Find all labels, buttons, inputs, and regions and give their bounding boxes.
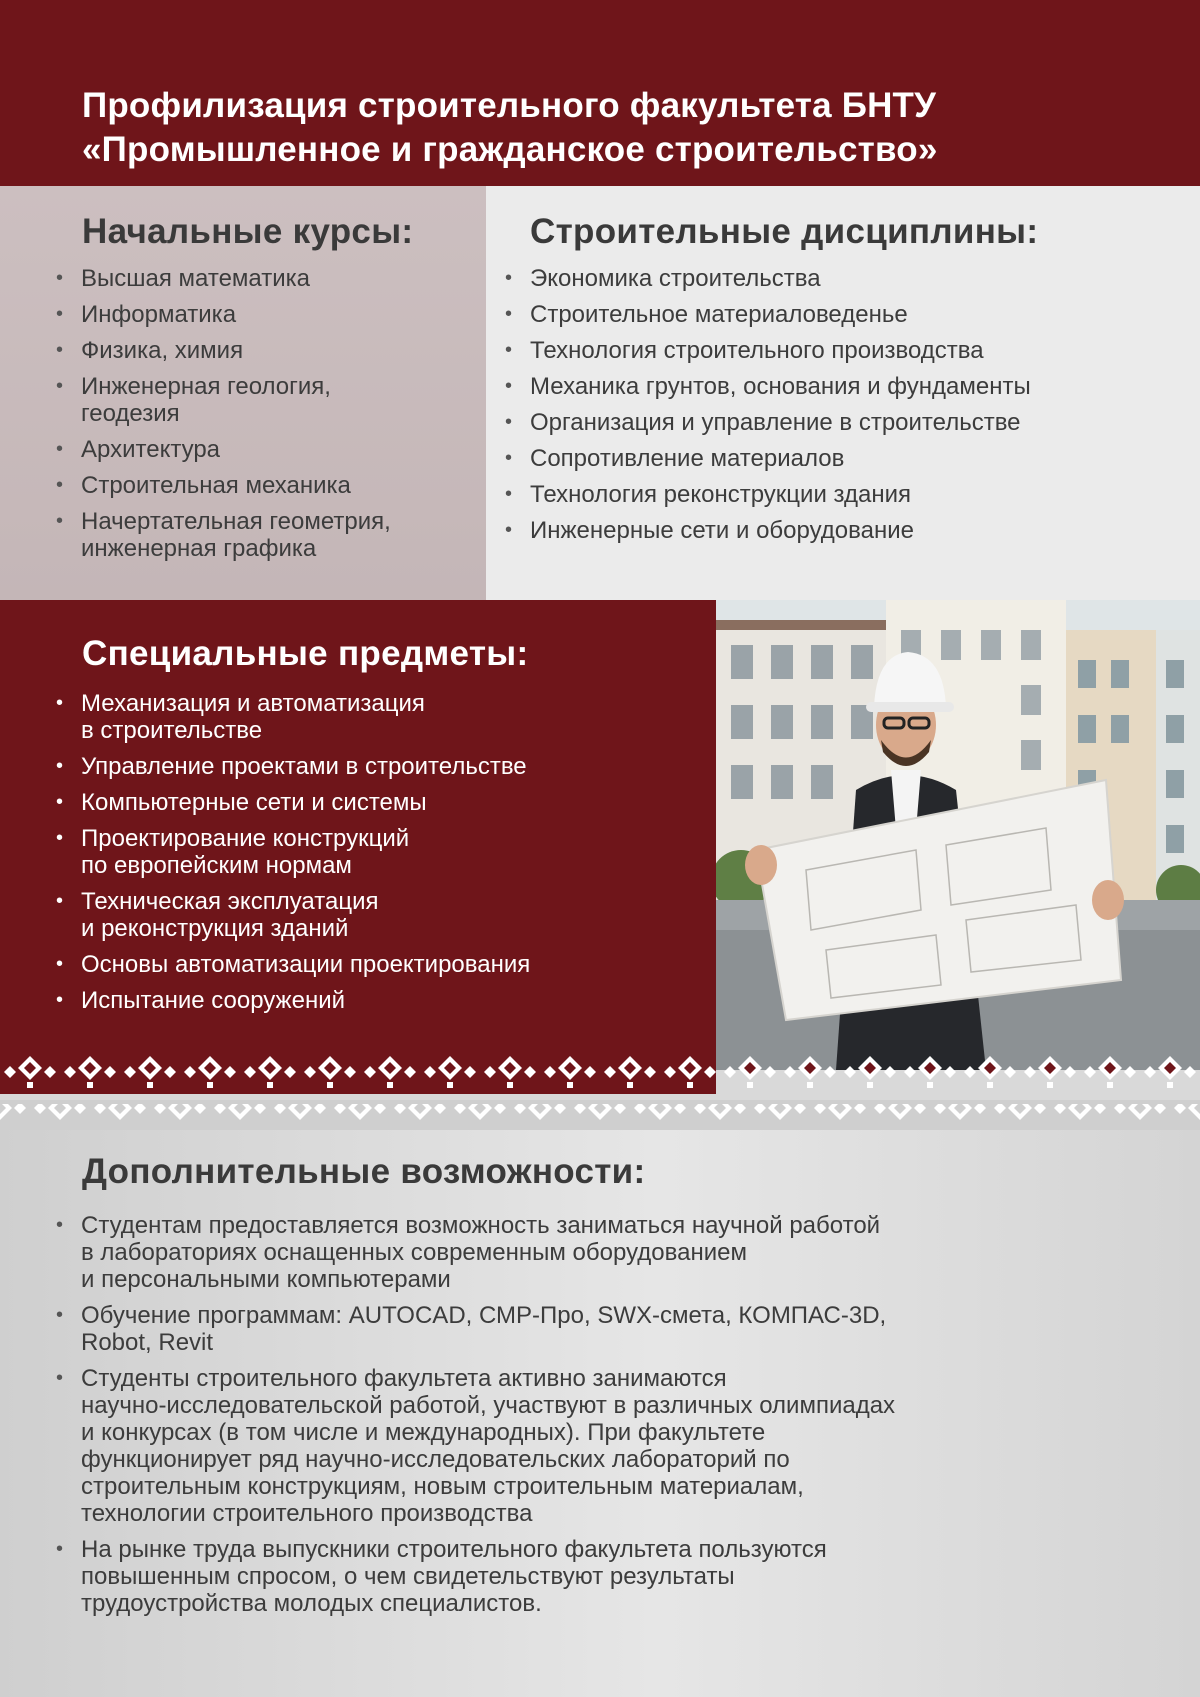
list-item: • Техническая эксплуатация и реконструкция зданий xyxy=(56,888,696,942)
list-item: • Организация и управление в строительстве xyxy=(505,409,1195,436)
list-item: • Экономика строительства xyxy=(505,265,1195,292)
list-item: • Основы автоматизации проектирования xyxy=(56,951,696,978)
list-item: • Инженерная геология, геодезия xyxy=(56,373,476,427)
page-title xyxy=(82,84,938,172)
list-item: • Студентам предоставляется возможность заниматься научной работой в лабораториях оснащенных современным оборудованием и персональными компьютерами xyxy=(56,1212,1176,1293)
list-item: • Строительное материаловеденье xyxy=(505,301,1195,328)
special-subjects-title: Специальные предметы: xyxy=(82,634,529,673)
engineer-illustration xyxy=(716,600,1200,1070)
list-item: • Управление проектами в строительстве xyxy=(56,753,696,780)
list-item: • Начертательная геометрия, инженерная графика xyxy=(56,508,476,562)
list-item: • Обучение программам: AUTOCAD, СМР-Про, SWX-смета, КОМПАС-3D, Robot, Revit xyxy=(56,1302,1176,1356)
list-item: • Механизация и автоматизация в строительстве xyxy=(56,690,696,744)
list-item: • Архитектура xyxy=(56,436,476,463)
list-item: • Высшая математика xyxy=(56,265,476,292)
list-item: • Проектирование конструкций по европейским нормам xyxy=(56,825,696,879)
initial-courses-title: Начальные курсы: xyxy=(82,212,414,251)
list-item: • Строительная механика xyxy=(56,472,476,499)
title-line-1: Профилизация строительного факультета БНТУ xyxy=(82,86,937,125)
title-line-2: «Промышленное и гражданское строительство» xyxy=(82,130,938,169)
special-subjects-list xyxy=(56,690,696,1023)
construction-disciplines-list xyxy=(505,265,1195,553)
initial-courses-list xyxy=(56,265,476,571)
header-banner xyxy=(0,0,1200,186)
list-item: • Сопротивление материалов xyxy=(505,445,1195,472)
list-item: • Инженерные сети и оборудование xyxy=(505,517,1195,544)
list-item: • На рынке труда выпускники строительного факультета пользуются повышенным спросом, о чем свидетельствуют результаты трудоустройства молодых специалистов. xyxy=(56,1536,1176,1617)
list-item: • Студенты строительного факультета активно занимаются научно-исследовательской работой, участвуют в различных олимпиадах и конкурсах (в том числе и международных). При факультете функционирует ряд научно-исследовательских лабораторий по строительным конструкциям, новым строительным материалам, технологии строительного производства xyxy=(56,1365,1176,1527)
construction-disciplines-title: Строительные дисциплины: xyxy=(530,212,1039,251)
additional-opportunities-title: Дополнительные возможности: xyxy=(82,1152,646,1191)
engineer-photo xyxy=(716,600,1200,1070)
additional-opportunities-list xyxy=(56,1212,1176,1626)
list-item: • Физика, химия xyxy=(56,337,476,364)
list-item: • Технология строительного производства xyxy=(505,337,1195,364)
list-item: • Испытание сооружений xyxy=(56,987,696,1014)
list-item: • Технология реконструкции здания xyxy=(505,481,1195,508)
list-item: • Механика грунтов, основания и фундаменты xyxy=(505,373,1195,400)
list-item: • Информатика xyxy=(56,301,476,328)
list-item: • Компьютерные сети и системы xyxy=(56,789,696,816)
